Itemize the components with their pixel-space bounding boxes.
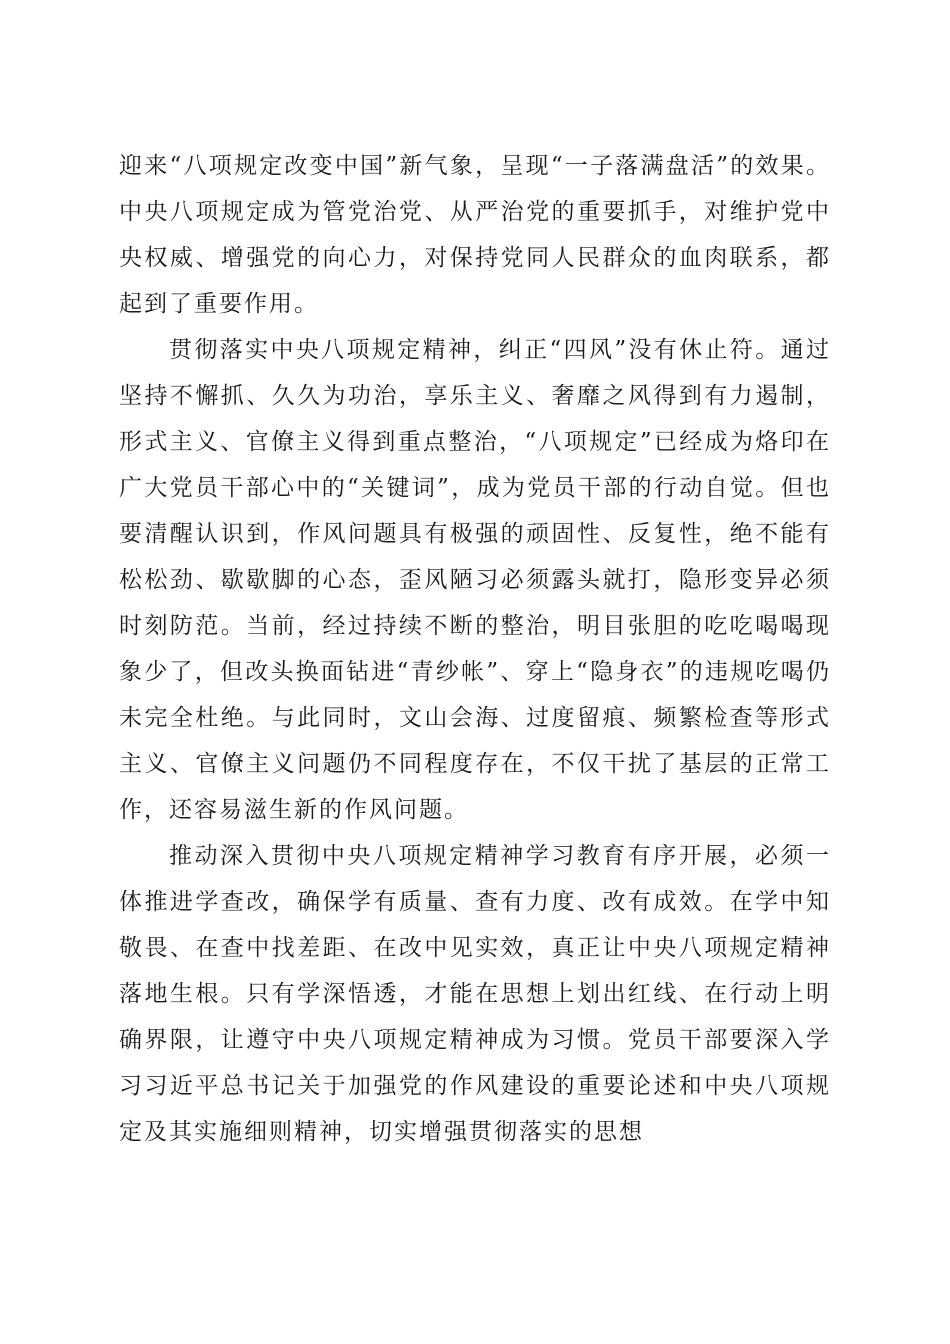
paragraph-2: 贯彻落实中央八项规定精神，纠正“四风”没有休止符。通过坚持不懈抓、久久为功治，享乐主义、奢靡之风得到有力遏制，形式主义、官僚主义得到重点整治，“八项规定”已经成为烙印在广大党员干部心中的“关键词”，成为党员干部的行动自觉。但也要清醒认识到，作风问题具有极强的顽固性、反复性，绝不能有松松劲、歇歇脚的心态，歪风陋习必须露头就打，隐形变异必须时刻防范。当前，经过持续不断的整治，明目张胆的吃吃喝喝现象少了，但改头换面钻进“青纱帐”、穿上“隐身衣”的违规吃喝仍未完全杜绝。与此同时，文山会海、过度留痕、频繁检查等形式主义、官僚主义问题仍不同程度存在，不仅干扰了基层的正常工作，还容易滋生新的作风问题。: [119, 337, 831, 823]
paragraph-1: 迎来“八项规定改变中国”新气象，呈现“一子落满盘活”的效果。中央八项规定成为管党治党、从严治党的重要抓手，对维护党中央权威、增强党的向心力，对保持党同人民群众的血肉联系，都起到了重要作用。: [119, 153, 831, 317]
body-text: [119, 143, 831, 1155]
paragraph-3: 推动深入贯彻中央八项规定精神学习教育有序开展，必须一体推进学查改，确保学有质量、查有力度、改有成效。在学中知敬畏、在查中找差距、在改中见实效，真正让中央八项规定精神落地生根。只有学深悟透，才能在思想上划出红线、在行动上明确界限，让遵守中央八项规定精神成为习惯。党员干部要深入学习习近平总书记关于加强党的作风建设的重要论述和中央八项规定及其实施细则精神，切实增强贯彻落实的思想: [119, 843, 831, 1145]
